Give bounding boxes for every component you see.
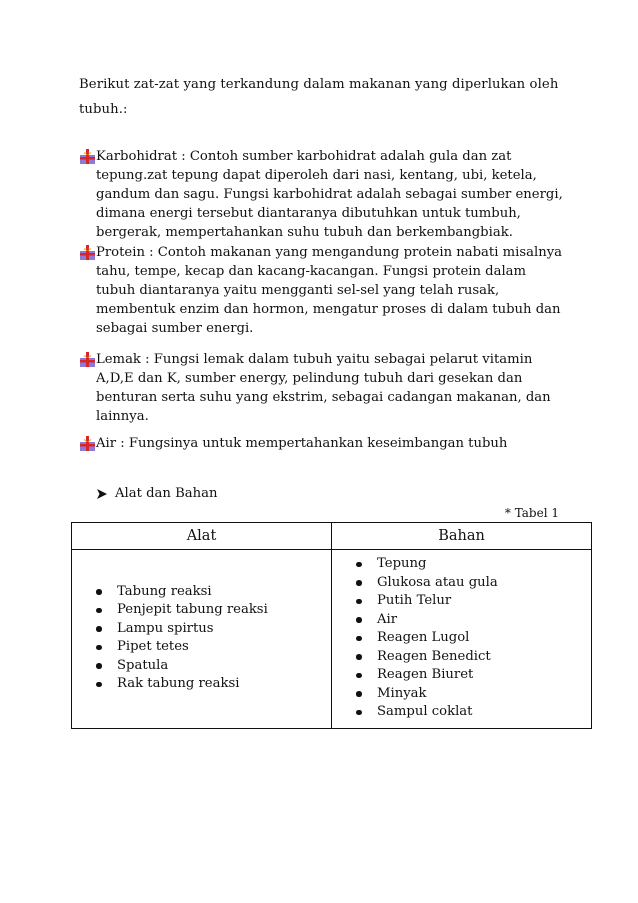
intro-paragraph: Berikut zat-zat yang terkandung dalam makanan yang diperlukan oleh tubuh.: xyxy=(79,77,559,117)
gift-icon xyxy=(79,435,96,452)
bullet-karbohidrat xyxy=(79,147,579,242)
list-item: Putih Telur xyxy=(332,592,591,611)
gift-icon xyxy=(79,351,96,368)
list-item: Penjepit tabung reaksi xyxy=(72,601,331,620)
list-item: Tepung xyxy=(332,555,591,574)
gift-icon xyxy=(79,244,96,261)
section-heading-text: Alat dan Bahan xyxy=(115,486,218,501)
list-item: Glukosa atau gula xyxy=(332,574,591,593)
list-item: Air xyxy=(332,611,591,630)
bullet-text: Lemak : Fungsi lemak dalam tubuh yaitu sebagai pelarut vitamin A,D,E dan K, sumber energy, pelindung tubuh dari gesekan dan benturan serta suhu yang ekstrim, sebagai cadangan makanan, dan lainnya. xyxy=(96,352,551,424)
bullet-lemak xyxy=(79,350,579,426)
alat-cell xyxy=(72,550,332,729)
list-item: Reagen Benedict xyxy=(332,648,591,667)
list-item: Reagen Lugol xyxy=(332,629,591,648)
table-header-alat: Alat xyxy=(72,523,332,550)
bullet-text: Air : Fungsinya untuk mempertahankan keseimbangan tubuh xyxy=(96,436,508,451)
alat-bahan-table xyxy=(71,522,592,729)
list-item: Rak tabung reaksi xyxy=(72,675,331,694)
table-header-bahan: Bahan xyxy=(332,523,592,550)
list-item: Sampul coklat xyxy=(332,703,591,722)
list-item: Tabung reaksi xyxy=(72,583,331,602)
list-item: Lampu spirtus xyxy=(72,620,331,639)
bullet-text: Protein : Contoh makanan yang mengandung protein nabati misalnya tahu, tempe, kecap dan kacang-kacangan. Fungsi protein dalam tubuh diantaranya yaitu mengganti sel-sel yang telah rusak, membentuk enzim dan hormon, mengatur proses di dalam tubuh dan sebagai sumber energi. xyxy=(96,245,563,336)
list-item: Minyak xyxy=(332,685,591,704)
section-heading xyxy=(96,485,218,503)
arrow-bullet-icon xyxy=(96,488,108,500)
alat-list xyxy=(72,583,331,694)
bullet-text: Karbohidrat : Contoh sumber karbohidrat adalah gula dan zat tepung.zat tepung dapat diperoleh dari nasi, kentang, ubi, ketela, gandum dan sagu. Fungsi karbohidrat adalah sebagai sumber energi, dimana energi tersebut diantaranya dibutuhkan untuk tumbuh, bergerak, mempertahankan suhu tubuh dan berkembangbiak. xyxy=(96,149,563,240)
gift-icon xyxy=(79,148,96,165)
list-item: Reagen Biuret xyxy=(332,666,591,685)
table-caption: * Tabel 1 xyxy=(504,506,559,520)
bullet-protein xyxy=(79,243,579,338)
list-item: Pipet tetes xyxy=(72,638,331,657)
bullet-air xyxy=(79,434,579,453)
bahan-list xyxy=(332,555,591,722)
bahan-cell xyxy=(332,550,592,729)
list-item: Spatula xyxy=(72,657,331,676)
